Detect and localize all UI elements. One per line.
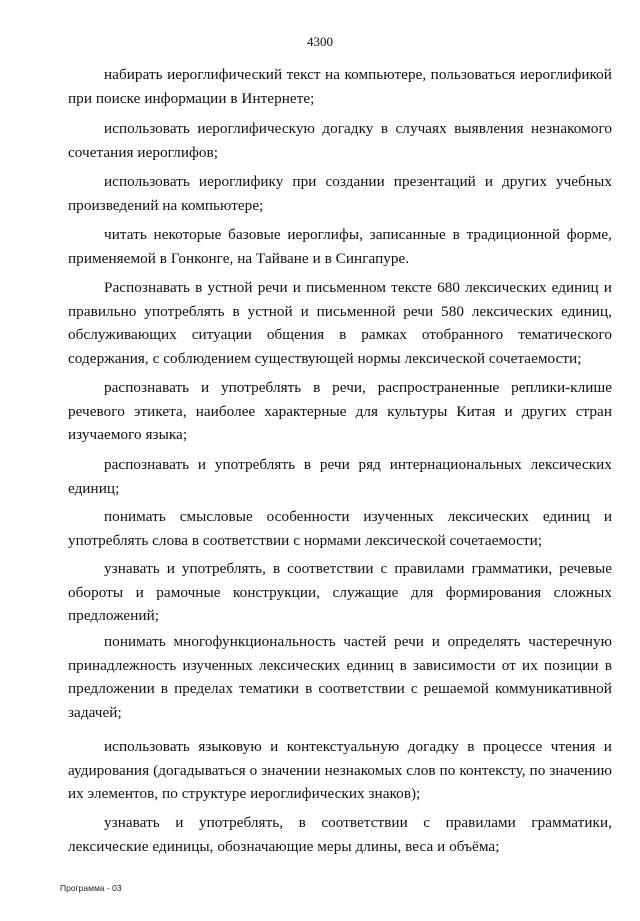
paragraph-10: понимать многофункциональность частей речи и определять частеречную принадлежность изученных лексических единиц в зависимости от их позиции в предложении в пределах тематики в соответствии с решаемой коммуникативной задачей;: [68, 633, 612, 721]
paragraph-9: узнавать и употреблять, в соответствии с правилами грамматики, речевые обороты и рамочные конструкции, служащие для формирования сложных предложений;: [68, 560, 612, 624]
page-number: 4300: [307, 34, 333, 49]
paragraph-6: распознавать и употреблять в речи, распространенные реплики-клише речевого этикета, наиболее характерные для культуры Китая и других стран изучаемого языка;: [68, 379, 612, 443]
paragraph-12: узнавать и употреблять, в соответствии с правилами грамматики, лексические единицы, обозначающие меры длины, веса и объёма;: [68, 814, 612, 855]
paragraph-4: читать некоторые базовые иероглифы, записанные в традиционной форме, применяемой в Гонконге, на Тайване и в Сингапуре.: [68, 226, 612, 267]
paragraph-7: распознавать и употреблять в речи ряд интернациональных лексических единиц;: [68, 456, 612, 497]
paragraph-11: использовать языковую и контекстуальную догадку в процессе чтения и аудирования (догадываться о значении незнакомых слов по контексту, по значению их элементов, по структуре иероглифических знаков);: [68, 738, 612, 802]
paragraph-1: набирать иероглифический текст на компьютере, пользоваться иероглификой при поиске информации в Интернете;: [68, 66, 612, 107]
footer-program-code: Программа - 03: [60, 883, 122, 893]
paragraph-8: понимать смысловые особенности изученных лексических единиц и употреблять слова в соответствии с нормами лексической сочетаемости;: [68, 508, 612, 549]
paragraph-2: использовать иероглифическую догадку в случаях выявления незнакомого сочетания иероглифов;: [68, 120, 612, 161]
paragraph-5: Распознавать в устной речи и письменном тексте 680 лексических единиц и правильно употреблять в устной и письменной речи 580 лексических единиц, обслуживающих ситуации общения в рамках отобранного тематического содержания, с соблюдением существующей нормы лексической сочетаемости;: [68, 279, 612, 367]
paragraph-3: использовать иероглифику при создании презентаций и других учебных произведений на компьютере;: [68, 173, 612, 214]
